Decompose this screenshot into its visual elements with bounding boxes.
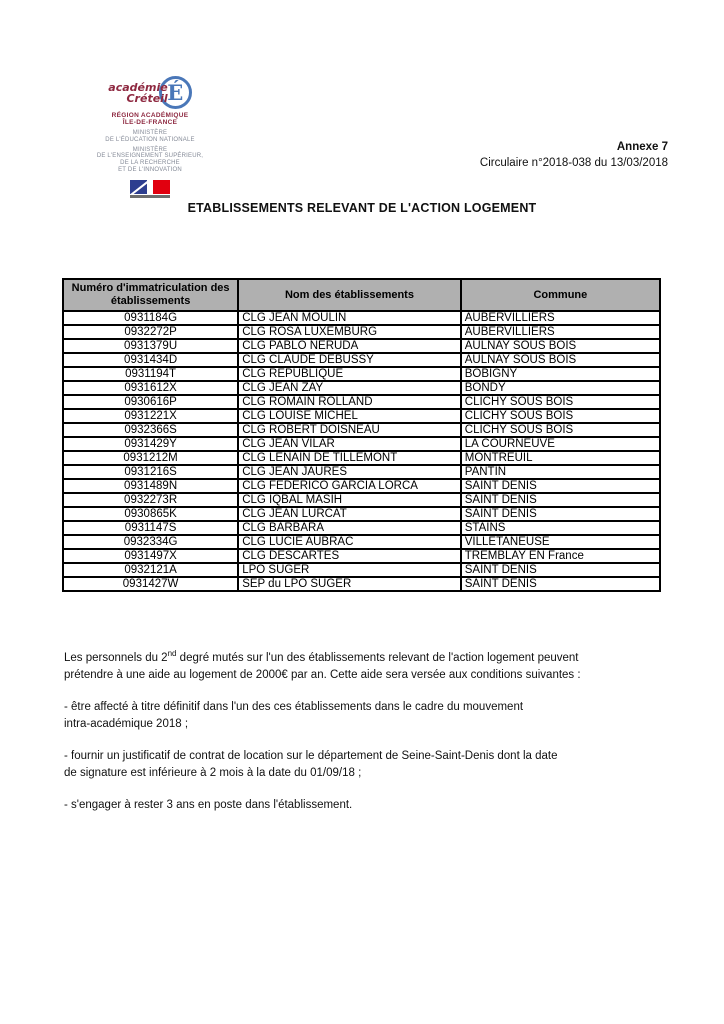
cell-commune: BOBIGNY — [461, 367, 660, 381]
header-immatriculation: Numéro d'immatriculation des établissements — [63, 279, 238, 311]
cell-immatriculation: 0931221X — [63, 409, 238, 423]
academy-logo-row — [83, 76, 217, 109]
table-row — [63, 563, 660, 577]
table-row — [63, 325, 660, 339]
cell-nom: CLG ROMAIN ROLLAND — [238, 395, 461, 409]
table-body — [63, 311, 660, 591]
cell-commune: SAINT DENIS — [461, 479, 660, 493]
cell-nom: CLG FEDERICO GARCIA LORCA — [238, 479, 461, 493]
body-text — [64, 650, 664, 830]
cell-commune: SAINT DENIS — [461, 493, 660, 507]
cell-nom: CLG LENAIN DE TILLEMONT — [238, 451, 461, 465]
cell-commune: SAINT DENIS — [461, 507, 660, 521]
circular-reference: Circulaire n°2018-038 du 13/03/2018 — [479, 157, 668, 169]
superscript-nd: nd — [167, 649, 177, 659]
academy-name — [108, 82, 167, 104]
cell-immatriculation: 0931184G — [63, 311, 238, 325]
cell-immatriculation: 0932366S — [63, 423, 238, 437]
cell-commune: SAINT DENIS — [461, 577, 660, 591]
ministry-education — [83, 130, 217, 144]
condition-1-line1: - être affecté à titre définitif dans l'un des ces établissements dans le cadre du mouvement — [64, 701, 524, 713]
cell-commune: STAINS — [461, 521, 660, 535]
ministry-education-line1: MINISTÈRE — [132, 130, 168, 136]
establishments-table — [62, 278, 661, 592]
table-row — [63, 535, 660, 549]
table-row — [63, 367, 660, 381]
cell-nom: CLG REPUBLIQUE — [238, 367, 461, 381]
cell-commune: CLICHY SOUS BOIS — [461, 409, 660, 423]
ministry-research-line1: MINISTÈRE — [132, 146, 168, 153]
cell-immatriculation: 0932272P — [63, 325, 238, 339]
table-row — [63, 339, 660, 353]
ministry-research — [83, 147, 217, 174]
cell-immatriculation: 0931612X — [63, 381, 238, 395]
page-title: ETABLISSEMENTS RELEVANT DE L'ACTION LOGEMENT — [187, 201, 537, 215]
ministry-research-line3: DE LA RECHERCHE — [120, 160, 180, 167]
cell-immatriculation: 0931427W — [63, 577, 238, 591]
cell-immatriculation: 0931497X — [63, 549, 238, 563]
academy-name-line1: académie — [108, 80, 168, 94]
region-academique-label — [83, 112, 217, 126]
cell-commune: VILLETANEUSE — [461, 535, 660, 549]
intro-line1: Les personnels du 2nd degré mutés sur l'un des établissements relevant de l'action logement peuvent — [64, 649, 579, 664]
flag-red-panel — [153, 180, 170, 194]
table-row — [63, 493, 660, 507]
cell-nom: CLG CLAUDE DEBUSSY — [238, 353, 461, 367]
table-row — [63, 311, 660, 325]
cell-immatriculation: 0931147S — [63, 521, 238, 535]
table-row — [63, 381, 660, 395]
table-row — [63, 409, 660, 423]
cell-commune: AUBERVILLIERS — [461, 311, 660, 325]
cell-nom: LPO SUGER — [238, 563, 461, 577]
cell-nom: CLG LUCIE AUBRAC — [238, 535, 461, 549]
cell-immatriculation: 0931216S — [63, 465, 238, 479]
table-row — [63, 465, 660, 479]
academy-letter-icon: É — [159, 76, 192, 109]
cell-nom: CLG JEAN MOULIN — [238, 311, 461, 325]
cell-immatriculation: 0931434D — [63, 353, 238, 367]
table-row — [63, 479, 660, 493]
cell-nom: CLG JEAN ZAY — [238, 381, 461, 395]
cell-immatriculation: 0932121A — [63, 563, 238, 577]
annex-reference — [480, 139, 668, 171]
cell-commune: CLICHY SOUS BOIS — [461, 395, 660, 409]
cell-nom: SEP du LPO SUGER — [238, 577, 461, 591]
cell-immatriculation: 0930616P — [63, 395, 238, 409]
table-row — [63, 437, 660, 451]
cell-nom: CLG LOUISE MICHEL — [238, 409, 461, 423]
cell-immatriculation: 0932273R — [63, 493, 238, 507]
cell-nom: CLG JEAN VILAR — [238, 437, 461, 451]
cell-nom: CLG JEAN JAURES — [238, 465, 461, 479]
condition-1 — [64, 699, 664, 732]
cell-nom: CLG JEAN LURCAT — [238, 507, 461, 521]
cell-nom: CLG PABLO NERUDA — [238, 339, 461, 353]
cell-immatriculation: 0931194T — [63, 367, 238, 381]
cell-nom: CLG ROSA LUXEMBURG — [238, 325, 461, 339]
table-row — [63, 521, 660, 535]
cell-commune: AUBERVILLIERS — [461, 325, 660, 339]
flag-caption-bar — [130, 195, 170, 198]
table-row — [63, 451, 660, 465]
cell-nom: CLG IQBAL MASIH — [238, 493, 461, 507]
region-line2: ÎLE-DE-FRANCE — [122, 119, 178, 126]
header-commune: Commune — [461, 279, 660, 311]
table-header-row — [63, 279, 660, 311]
annex-label: Annexe 7 — [616, 141, 668, 153]
cell-immatriculation: 0931489N — [63, 479, 238, 493]
cell-commune: TREMBLAY EN France — [461, 549, 660, 563]
table-row — [63, 423, 660, 437]
table-row — [63, 507, 660, 521]
french-flag-icon — [130, 180, 170, 198]
cell-commune: PANTIN — [461, 465, 660, 479]
table-row — [63, 353, 660, 367]
condition-3: - s'engager à rester 3 ans en poste dans l'établissement. — [64, 799, 353, 811]
cell-immatriculation: 0930865K — [63, 507, 238, 521]
ministry-labels — [83, 130, 217, 174]
cell-commune: LA COURNEUVE — [461, 437, 660, 451]
condition-2-line2: de signature est inférieure à 2 mois à la date du 01/09/18 ; — [64, 766, 362, 779]
region-line1: RÉGION ACADÉMIQUE — [111, 112, 189, 119]
cell-commune: BONDY — [461, 381, 660, 395]
flag-blue-panel — [130, 180, 147, 194]
intro-line2: prétendre à une aide au logement de 2000€ par an. Cette aide sera versée aux conditions suivantes : — [64, 668, 581, 681]
cell-commune: AULNAY SOUS BOIS — [461, 339, 660, 353]
cell-nom: CLG ROBERT DOISNEAU — [238, 423, 461, 437]
condition-1-line2: intra-académique 2018 ; — [64, 717, 189, 730]
condition-2 — [64, 748, 664, 781]
ministry-research-line2: DE L'ENSEIGNEMENT SUPÉRIEUR, — [96, 153, 204, 160]
cell-commune: SAINT DENIS — [461, 563, 660, 577]
cell-commune: MONTREUIL — [461, 451, 660, 465]
header-nom: Nom des établissements — [238, 279, 461, 311]
ministry-education-line2: DE L'ÉDUCATION NATIONALE — [105, 136, 195, 143]
condition-2-line1: - fournir un justificatif de contrat de location sur le département de Seine-Saint-Denis dont la date — [64, 750, 558, 762]
cell-immatriculation: 0932334G — [63, 535, 238, 549]
cell-nom: CLG BARBARA — [238, 521, 461, 535]
table-row — [63, 395, 660, 409]
cell-commune: AULNAY SOUS BOIS — [461, 353, 660, 367]
ministry-research-line4: ET DE L'INNOVATION — [118, 166, 182, 173]
cell-nom: CLG DESCARTES — [238, 549, 461, 563]
table-row — [63, 577, 660, 591]
cell-commune: CLICHY SOUS BOIS — [461, 423, 660, 437]
cell-immatriculation: 0931212M — [63, 451, 238, 465]
table-row — [63, 549, 660, 563]
academy-name-line2: Créteil — [126, 91, 168, 105]
cell-immatriculation: 0931379U — [63, 339, 238, 353]
intro-paragraph — [64, 650, 664, 683]
cell-immatriculation: 0931429Y — [63, 437, 238, 451]
academie-creteil-logo — [83, 76, 217, 198]
